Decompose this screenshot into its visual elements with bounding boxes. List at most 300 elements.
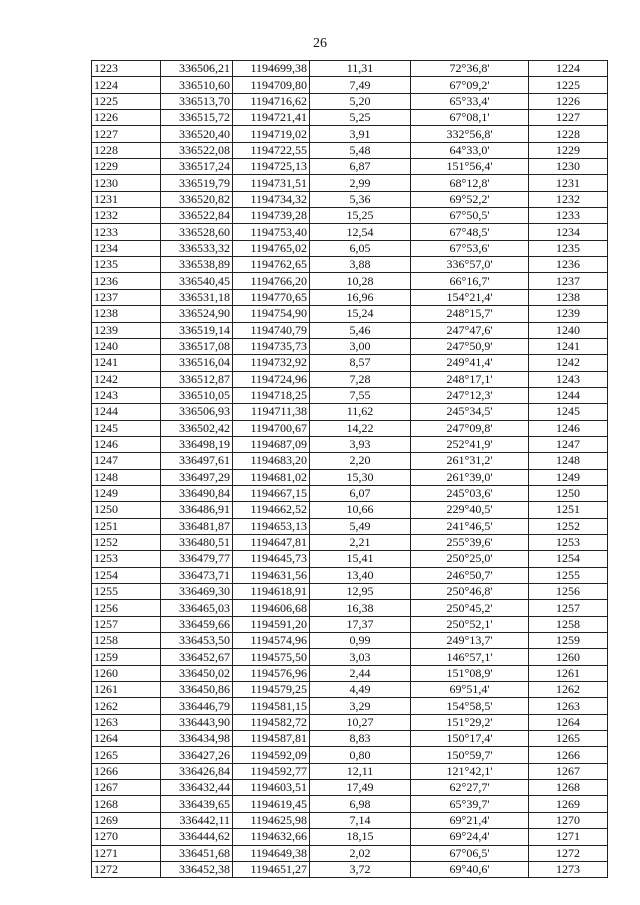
distance-cell: 3,00 <box>310 338 411 354</box>
direction-angle-cell: 249°41,4' <box>411 355 529 371</box>
next-point-cell: 1228 <box>529 126 608 142</box>
point-number-cell: 1248 <box>92 469 161 485</box>
point-number-cell: 1262 <box>92 698 161 714</box>
next-point-cell: 1245 <box>529 404 608 420</box>
x-coordinate-cell: 336502,42 <box>161 420 233 436</box>
table-row <box>92 126 608 142</box>
next-point-cell: 1257 <box>529 600 608 616</box>
point-number-cell: 1226 <box>92 110 161 126</box>
y-coordinate-cell: 1194592,09 <box>233 747 310 763</box>
distance-cell: 0,80 <box>310 747 411 763</box>
y-coordinate-cell: 1194732,92 <box>233 355 310 371</box>
x-coordinate-cell: 336517,08 <box>161 338 233 354</box>
x-coordinate-cell: 336513,70 <box>161 93 233 109</box>
y-coordinate-cell: 1194632,66 <box>233 829 310 845</box>
next-point-cell: 1263 <box>529 698 608 714</box>
y-coordinate-cell: 1194576,96 <box>233 665 310 681</box>
y-coordinate-cell: 1194699,38 <box>233 61 310 77</box>
table-row <box>92 77 608 93</box>
direction-angle-cell: 247°09,8' <box>411 420 529 436</box>
direction-angle-cell: 252°41,9' <box>411 436 529 452</box>
direction-angle-cell: 151°29,2' <box>411 714 529 730</box>
table-row <box>92 289 608 305</box>
next-point-cell: 1266 <box>529 747 608 763</box>
distance-cell: 3,91 <box>310 126 411 142</box>
point-number-cell: 1245 <box>92 420 161 436</box>
point-number-cell: 1266 <box>92 763 161 779</box>
distance-cell: 15,25 <box>310 208 411 224</box>
table-row <box>92 682 608 698</box>
y-coordinate-cell: 1194631,56 <box>233 567 310 583</box>
distance-cell: 3,72 <box>310 861 411 877</box>
point-number-cell: 1231 <box>92 191 161 207</box>
x-coordinate-cell: 336469,30 <box>161 584 233 600</box>
x-coordinate-cell: 336519,14 <box>161 322 233 338</box>
x-coordinate-cell: 336452,67 <box>161 649 233 665</box>
direction-angle-cell: 261°31,2' <box>411 453 529 469</box>
next-point-cell: 1229 <box>529 142 608 158</box>
next-point-cell: 1225 <box>529 77 608 93</box>
point-number-cell: 1227 <box>92 126 161 142</box>
x-coordinate-cell: 336442,11 <box>161 812 233 828</box>
x-coordinate-cell: 336481,87 <box>161 518 233 534</box>
y-coordinate-cell: 1194618,91 <box>233 584 310 600</box>
direction-angle-cell: 255°39,6' <box>411 534 529 550</box>
table-row <box>92 665 608 681</box>
distance-cell: 5,20 <box>310 93 411 109</box>
distance-cell: 17,49 <box>310 780 411 796</box>
x-coordinate-cell: 336520,40 <box>161 126 233 142</box>
next-point-cell: 1233 <box>529 208 608 224</box>
direction-angle-cell: 245°03,6' <box>411 485 529 501</box>
y-coordinate-cell: 1194587,81 <box>233 731 310 747</box>
direction-angle-cell: 249°13,7' <box>411 633 529 649</box>
y-coordinate-cell: 1194645,73 <box>233 551 310 567</box>
next-point-cell: 1224 <box>529 61 608 77</box>
y-coordinate-cell: 1194603,51 <box>233 780 310 796</box>
table-row <box>92 731 608 747</box>
point-number-cell: 1255 <box>92 584 161 600</box>
y-coordinate-cell: 1194716,62 <box>233 93 310 109</box>
next-point-cell: 1248 <box>529 453 608 469</box>
next-point-cell: 1271 <box>529 829 608 845</box>
table-row <box>92 387 608 403</box>
table-row <box>92 240 608 256</box>
direction-angle-cell: 250°25,0' <box>411 551 529 567</box>
x-coordinate-cell: 336432,44 <box>161 780 233 796</box>
direction-angle-cell: 248°17,1' <box>411 371 529 387</box>
page-number: 26 <box>313 36 327 51</box>
point-number-cell: 1230 <box>92 175 161 191</box>
x-coordinate-cell: 336533,32 <box>161 240 233 256</box>
direction-angle-cell: 151°08,9' <box>411 665 529 681</box>
table-row <box>92 175 608 191</box>
y-coordinate-cell: 1194735,73 <box>233 338 310 354</box>
point-number-cell: 1228 <box>92 142 161 158</box>
distance-cell: 3,93 <box>310 436 411 452</box>
table-row <box>92 796 608 812</box>
table-row <box>92 616 608 632</box>
next-point-cell: 1227 <box>529 110 608 126</box>
point-number-cell: 1269 <box>92 812 161 828</box>
point-number-cell: 1233 <box>92 224 161 240</box>
distance-cell: 12,54 <box>310 224 411 240</box>
distance-cell: 17,37 <box>310 616 411 632</box>
point-number-cell: 1234 <box>92 240 161 256</box>
distance-cell: 11,62 <box>310 404 411 420</box>
point-number-cell: 1254 <box>92 567 161 583</box>
direction-angle-cell: 65°33,4' <box>411 93 529 109</box>
y-coordinate-cell: 1194719,02 <box>233 126 310 142</box>
distance-cell: 16,96 <box>310 289 411 305</box>
distance-cell: 5,49 <box>310 518 411 534</box>
next-point-cell: 1256 <box>529 584 608 600</box>
point-number-cell: 1271 <box>92 845 161 861</box>
table-row <box>92 273 608 289</box>
table-row <box>92 338 608 354</box>
point-number-cell: 1256 <box>92 600 161 616</box>
y-coordinate-cell: 1194582,72 <box>233 714 310 730</box>
next-point-cell: 1258 <box>529 616 608 632</box>
x-coordinate-cell: 336498,19 <box>161 436 233 452</box>
distance-cell: 0,99 <box>310 633 411 649</box>
y-coordinate-cell: 1194591,20 <box>233 616 310 632</box>
next-point-cell: 1244 <box>529 387 608 403</box>
distance-cell: 6,07 <box>310 485 411 501</box>
x-coordinate-cell: 336426,84 <box>161 763 233 779</box>
next-point-cell: 1262 <box>529 682 608 698</box>
table-row <box>92 534 608 550</box>
x-coordinate-cell: 336444,62 <box>161 829 233 845</box>
y-coordinate-cell: 1194662,52 <box>233 502 310 518</box>
y-coordinate-cell: 1194574,96 <box>233 633 310 649</box>
x-coordinate-cell: 336452,38 <box>161 861 233 877</box>
next-point-cell: 1267 <box>529 763 608 779</box>
direction-angle-cell: 67°48,5' <box>411 224 529 240</box>
direction-angle-cell: 67°09,2' <box>411 77 529 93</box>
direction-angle-cell: 332°56,8' <box>411 126 529 142</box>
distance-cell: 14,22 <box>310 420 411 436</box>
direction-angle-cell: 68°12,8' <box>411 175 529 191</box>
next-point-cell: 1242 <box>529 355 608 371</box>
direction-angle-cell: 154°21,4' <box>411 289 529 305</box>
direction-angle-cell: 247°12,3' <box>411 387 529 403</box>
next-point-cell: 1247 <box>529 436 608 452</box>
point-number-cell: 1223 <box>92 61 161 77</box>
direction-angle-cell: 336°57,0' <box>411 257 529 273</box>
point-number-cell: 1224 <box>92 77 161 93</box>
y-coordinate-cell: 1194739,28 <box>233 208 310 224</box>
direction-angle-cell: 150°17,4' <box>411 731 529 747</box>
table-row <box>92 780 608 796</box>
x-coordinate-cell: 336479,77 <box>161 551 233 567</box>
y-coordinate-cell: 1194724,96 <box>233 371 310 387</box>
table-row <box>92 567 608 583</box>
table-row <box>92 208 608 224</box>
direction-angle-cell: 248°15,7' <box>411 306 529 322</box>
direction-angle-cell: 69°21,4' <box>411 812 529 828</box>
y-coordinate-cell: 1194683,20 <box>233 453 310 469</box>
table-row <box>92 110 608 126</box>
table-row <box>92 829 608 845</box>
x-coordinate-cell: 336427,26 <box>161 747 233 763</box>
direction-angle-cell: 69°24,4' <box>411 829 529 845</box>
table-row <box>92 861 608 877</box>
distance-cell: 3,03 <box>310 649 411 665</box>
point-number-cell: 1258 <box>92 633 161 649</box>
direction-angle-cell: 245°34,5' <box>411 404 529 420</box>
distance-cell: 16,38 <box>310 600 411 616</box>
distance-cell: 15,24 <box>310 306 411 322</box>
x-coordinate-cell: 336480,51 <box>161 534 233 550</box>
distance-cell: 2,20 <box>310 453 411 469</box>
table-row <box>92 812 608 828</box>
distance-cell: 2,99 <box>310 175 411 191</box>
point-number-cell: 1268 <box>92 796 161 812</box>
table-row <box>92 845 608 861</box>
y-coordinate-cell: 1194647,81 <box>233 534 310 550</box>
distance-cell: 3,29 <box>310 698 411 714</box>
table-row <box>92 371 608 387</box>
next-point-cell: 1260 <box>529 649 608 665</box>
table-row <box>92 61 608 77</box>
table-row <box>92 420 608 436</box>
x-coordinate-cell: 336453,50 <box>161 633 233 649</box>
y-coordinate-cell: 1194731,51 <box>233 175 310 191</box>
direction-angle-cell: 67°53,6' <box>411 240 529 256</box>
next-point-cell: 1269 <box>529 796 608 812</box>
y-coordinate-cell: 1194625,98 <box>233 812 310 828</box>
point-number-cell: 1259 <box>92 649 161 665</box>
distance-cell: 6,05 <box>310 240 411 256</box>
table-row <box>92 600 608 616</box>
x-coordinate-cell: 336522,84 <box>161 208 233 224</box>
x-coordinate-cell: 336528,60 <box>161 224 233 240</box>
next-point-cell: 1241 <box>529 338 608 354</box>
y-coordinate-cell: 1194592,77 <box>233 763 310 779</box>
direction-angle-cell: 247°50,9' <box>411 338 529 354</box>
direction-angle-cell: 69°52,2' <box>411 191 529 207</box>
direction-angle-cell: 247°47,6' <box>411 322 529 338</box>
next-point-cell: 1259 <box>529 633 608 649</box>
x-coordinate-cell: 336506,93 <box>161 404 233 420</box>
y-coordinate-cell: 1194721,41 <box>233 110 310 126</box>
table-row <box>92 322 608 338</box>
y-coordinate-cell: 1194709,80 <box>233 77 310 93</box>
table-row <box>92 502 608 518</box>
table-row <box>92 485 608 501</box>
direction-angle-cell: 250°46,8' <box>411 584 529 600</box>
x-coordinate-cell: 336522,08 <box>161 142 233 158</box>
table-row <box>92 649 608 665</box>
next-point-cell: 1231 <box>529 175 608 191</box>
point-number-cell: 1239 <box>92 322 161 338</box>
next-point-cell: 1236 <box>529 257 608 273</box>
y-coordinate-cell: 1194734,32 <box>233 191 310 207</box>
coordinates-table <box>91 60 608 878</box>
distance-cell: 6,98 <box>310 796 411 812</box>
distance-cell: 15,41 <box>310 551 411 567</box>
point-number-cell: 1252 <box>92 534 161 550</box>
x-coordinate-cell: 336497,29 <box>161 469 233 485</box>
point-number-cell: 1232 <box>92 208 161 224</box>
direction-angle-cell: 150°59,7' <box>411 747 529 763</box>
direction-angle-cell: 154°58,5' <box>411 698 529 714</box>
x-coordinate-cell: 336512,87 <box>161 371 233 387</box>
x-coordinate-cell: 336450,02 <box>161 665 233 681</box>
point-number-cell: 1250 <box>92 502 161 518</box>
next-point-cell: 1249 <box>529 469 608 485</box>
y-coordinate-cell: 1194725,13 <box>233 159 310 175</box>
y-coordinate-cell: 1194667,15 <box>233 485 310 501</box>
x-coordinate-cell: 336531,18 <box>161 289 233 305</box>
y-coordinate-cell: 1194765,02 <box>233 240 310 256</box>
y-coordinate-cell: 1194687,09 <box>233 436 310 452</box>
y-coordinate-cell: 1194753,40 <box>233 224 310 240</box>
direction-angle-cell: 67°50,5' <box>411 208 529 224</box>
next-point-cell: 1240 <box>529 322 608 338</box>
table-row <box>92 159 608 175</box>
table-row <box>92 191 608 207</box>
next-point-cell: 1230 <box>529 159 608 175</box>
x-coordinate-cell: 336538,89 <box>161 257 233 273</box>
point-number-cell: 1261 <box>92 682 161 698</box>
point-number-cell: 1246 <box>92 436 161 452</box>
next-point-cell: 1250 <box>529 485 608 501</box>
direction-angle-cell: 62°27,7' <box>411 780 529 796</box>
direction-angle-cell: 250°52,1' <box>411 616 529 632</box>
y-coordinate-cell: 1194606,68 <box>233 600 310 616</box>
x-coordinate-cell: 336439,65 <box>161 796 233 812</box>
distance-cell: 7,49 <box>310 77 411 93</box>
distance-cell: 5,36 <box>310 191 411 207</box>
distance-cell: 7,28 <box>310 371 411 387</box>
y-coordinate-cell: 1194651,27 <box>233 861 310 877</box>
y-coordinate-cell: 1194740,79 <box>233 322 310 338</box>
point-number-cell: 1237 <box>92 289 161 305</box>
y-coordinate-cell: 1194681,02 <box>233 469 310 485</box>
x-coordinate-cell: 336473,71 <box>161 567 233 583</box>
x-coordinate-cell: 336486,91 <box>161 502 233 518</box>
point-number-cell: 1249 <box>92 485 161 501</box>
next-point-cell: 1268 <box>529 780 608 796</box>
distance-cell: 10,66 <box>310 502 411 518</box>
distance-cell: 12,95 <box>310 584 411 600</box>
y-coordinate-cell: 1194700,67 <box>233 420 310 436</box>
distance-cell: 2,21 <box>310 534 411 550</box>
direction-angle-cell: 261°39,0' <box>411 469 529 485</box>
table-row <box>92 142 608 158</box>
table-row <box>92 469 608 485</box>
y-coordinate-cell: 1194619,45 <box>233 796 310 812</box>
x-coordinate-cell: 336506,21 <box>161 61 233 77</box>
direction-angle-cell: 67°08,1' <box>411 110 529 126</box>
point-number-cell: 1242 <box>92 371 161 387</box>
point-number-cell: 1243 <box>92 387 161 403</box>
x-coordinate-cell: 336443,90 <box>161 714 233 730</box>
x-coordinate-cell: 336520,82 <box>161 191 233 207</box>
point-number-cell: 1260 <box>92 665 161 681</box>
distance-cell: 5,46 <box>310 322 411 338</box>
y-coordinate-cell: 1194754,90 <box>233 306 310 322</box>
distance-cell: 7,14 <box>310 812 411 828</box>
distance-cell: 4,49 <box>310 682 411 698</box>
direction-angle-cell: 241°46,5' <box>411 518 529 534</box>
distance-cell: 7,55 <box>310 387 411 403</box>
table-row <box>92 698 608 714</box>
x-coordinate-cell: 336446,79 <box>161 698 233 714</box>
x-coordinate-cell: 336519,79 <box>161 175 233 191</box>
coordinates-table-body <box>92 61 608 878</box>
y-coordinate-cell: 1194762,65 <box>233 257 310 273</box>
x-coordinate-cell: 336465,03 <box>161 600 233 616</box>
table-row <box>92 404 608 420</box>
next-point-cell: 1251 <box>529 502 608 518</box>
table-row <box>92 306 608 322</box>
x-coordinate-cell: 336459,66 <box>161 616 233 632</box>
distance-cell: 15,30 <box>310 469 411 485</box>
table-row <box>92 551 608 567</box>
table-row <box>92 355 608 371</box>
next-point-cell: 1265 <box>529 731 608 747</box>
y-coordinate-cell: 1194770,65 <box>233 289 310 305</box>
y-coordinate-cell: 1194718,25 <box>233 387 310 403</box>
distance-cell: 10,28 <box>310 273 411 289</box>
distance-cell: 18,15 <box>310 829 411 845</box>
x-coordinate-cell: 336524,90 <box>161 306 233 322</box>
distance-cell: 2,02 <box>310 845 411 861</box>
next-point-cell: 1264 <box>529 714 608 730</box>
x-coordinate-cell: 336510,60 <box>161 77 233 93</box>
distance-cell: 5,25 <box>310 110 411 126</box>
next-point-cell: 1261 <box>529 665 608 681</box>
direction-angle-cell: 229°40,5' <box>411 502 529 518</box>
next-point-cell: 1254 <box>529 551 608 567</box>
next-point-cell: 1232 <box>529 191 608 207</box>
point-number-cell: 1229 <box>92 159 161 175</box>
direction-angle-cell: 67°06,5' <box>411 845 529 861</box>
point-number-cell: 1272 <box>92 861 161 877</box>
distance-cell: 12,11 <box>310 763 411 779</box>
y-coordinate-cell: 1194653,13 <box>233 518 310 534</box>
table-row <box>92 518 608 534</box>
table-row <box>92 436 608 452</box>
y-coordinate-cell: 1194581,15 <box>233 698 310 714</box>
table-row <box>92 224 608 240</box>
next-point-cell: 1270 <box>529 812 608 828</box>
direction-angle-cell: 69°40,6' <box>411 861 529 877</box>
direction-angle-cell: 64°33,0' <box>411 142 529 158</box>
next-point-cell: 1246 <box>529 420 608 436</box>
next-point-cell: 1252 <box>529 518 608 534</box>
next-point-cell: 1226 <box>529 93 608 109</box>
direction-angle-cell: 246°50,7' <box>411 567 529 583</box>
direction-angle-cell: 121°42,1' <box>411 763 529 779</box>
x-coordinate-cell: 336450,86 <box>161 682 233 698</box>
distance-cell: 3,88 <box>310 257 411 273</box>
direction-angle-cell: 66°16,7' <box>411 273 529 289</box>
next-point-cell: 1238 <box>529 289 608 305</box>
table-row <box>92 453 608 469</box>
point-number-cell: 1267 <box>92 780 161 796</box>
point-number-cell: 1265 <box>92 747 161 763</box>
table-row <box>92 747 608 763</box>
y-coordinate-cell: 1194579,25 <box>233 682 310 698</box>
direction-angle-cell: 146°57,1' <box>411 649 529 665</box>
direction-angle-cell: 151°56,4' <box>411 159 529 175</box>
point-number-cell: 1241 <box>92 355 161 371</box>
table-row <box>92 633 608 649</box>
